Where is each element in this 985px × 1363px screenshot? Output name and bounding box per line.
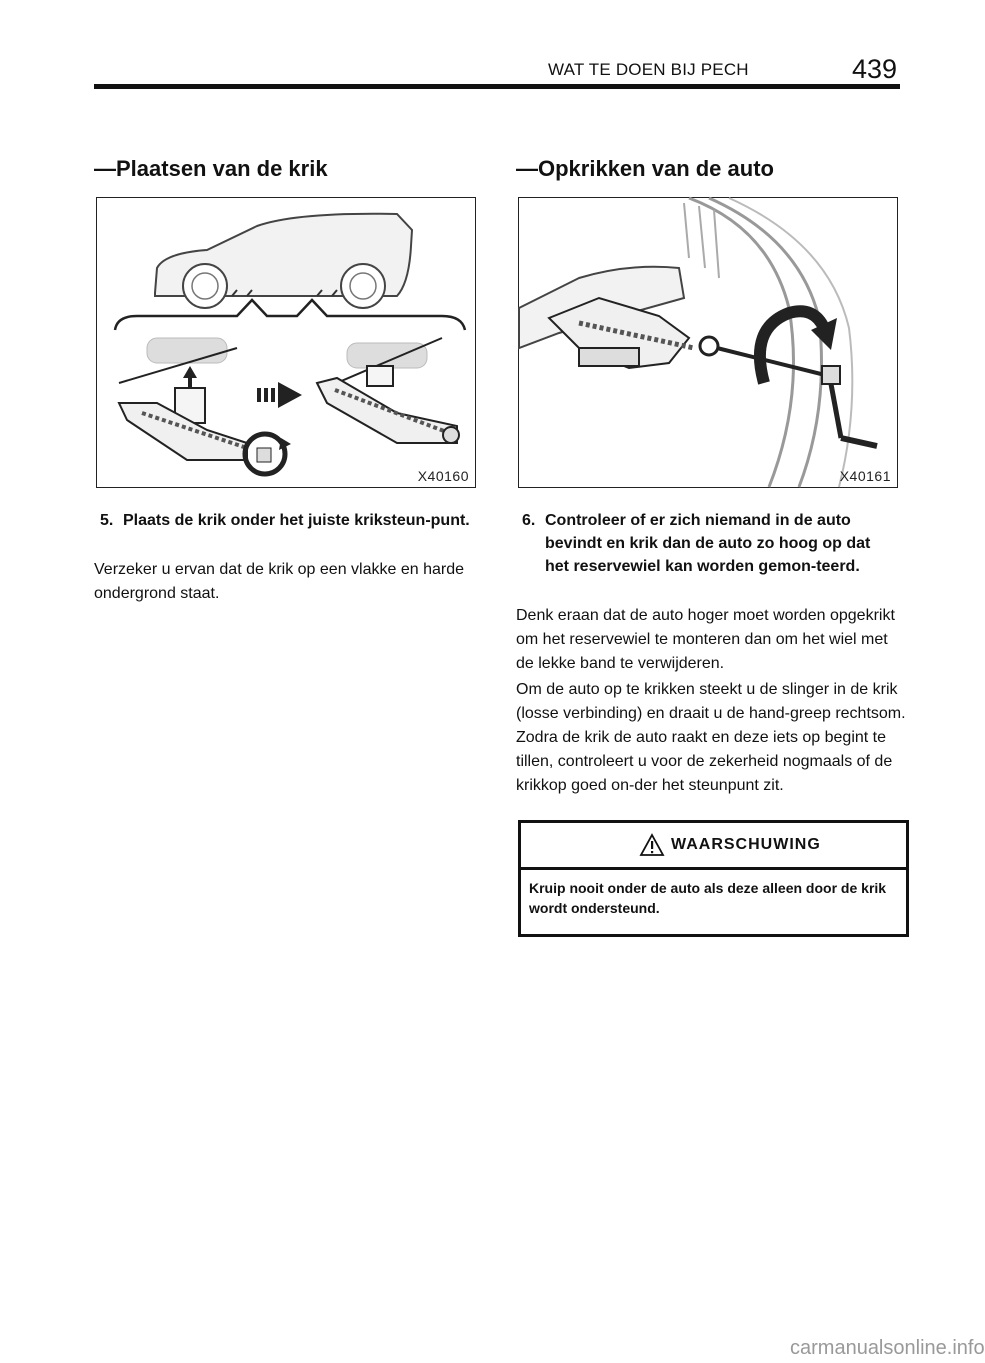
step-6 — [522, 509, 894, 578]
figure-code: X40161 — [839, 468, 891, 484]
paragraph-level-ground: Verzeker u ervan dat de krik op een vlakke en harde ondergrond staat. — [94, 561, 464, 602]
warning-header — [521, 823, 906, 870]
step-number: 6. — [522, 512, 536, 529]
warning-title: WAARSCHUWING — [671, 836, 821, 853]
section-title-jack-placement: —Plaatsen van de krik — [94, 156, 328, 181]
running-header-title: WAT TE DOEN BIJ PECH — [548, 60, 749, 79]
warning-box — [518, 820, 909, 937]
step-number: 5. — [100, 512, 114, 529]
figure-code: X40160 — [417, 468, 469, 484]
figure-jacking-car — [518, 197, 898, 488]
jack-placement-illustration — [97, 198, 475, 487]
warning-triangle-icon — [639, 833, 665, 857]
paragraph-jacking-procedure: Om de auto op te krikken steekt u de slinger in de krik (losse verbinding) en draait u de hand-greep rechtsom. Zodra de krik de auto raakt en deze iets op begint te tillen, controleert u voor de zekerheid nogmaals of de krikkop goed on-der het steunpunt zit. — [516, 681, 906, 794]
step-text: Plaats de krik onder het juiste kriksteun-punt. — [123, 512, 470, 529]
header-rule — [94, 84, 900, 89]
figure-jack-placement — [96, 197, 476, 488]
step-5 — [100, 509, 478, 532]
warning-text: Kruip nooit onder de auto als deze alleen door de krik wordt ondersteund. — [529, 880, 887, 916]
page-number: 439 — [852, 54, 898, 84]
step-text: Controleer of er zich niemand in de auto bevindt en krik dan de auto zo hoog op dat het reservewiel kan worden gemon-teerd. — [545, 512, 871, 575]
paragraph-jack-higher: Denk eraan dat de auto hoger moet worden opgekrikt om het reservewiel te monteren dan om het wiel met de lekke band te verwijderen. — [516, 607, 895, 672]
jacking-car-illustration — [519, 198, 897, 487]
footer-watermark: carmanualsonline.info — [790, 1337, 985, 1359]
section-title-jacking-car: —Opkrikken van de auto — [516, 156, 774, 181]
